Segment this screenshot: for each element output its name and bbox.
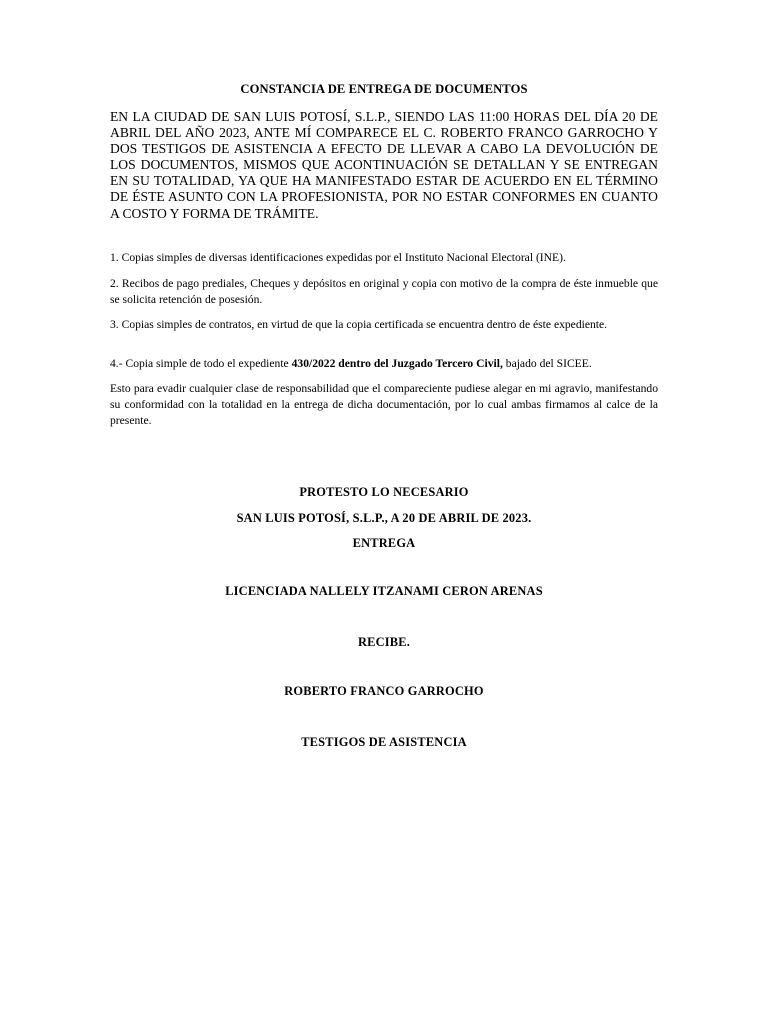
list-item-4-prefix: 4.- Copia simple de todo el expediente	[110, 357, 292, 370]
list-item-4-suffix: bajado del SICEE.	[502, 357, 592, 370]
document-title: CONSTANCIA DE ENTREGA DE DOCUMENTOS	[240, 82, 528, 96]
intro-paragraph: EN LA CIUDAD DE SAN LUIS POTOSÍ, S.L.P., SIENDO LAS 11:00 HORAS DEL DÍA 20 DE ABRIL DEL AÑO 2023, ANTE MÍ COMPARECE EL C. ROBERTO FRANCO GARROCHO Y DOS TESTIGOS DE ASISTENCIA A EFECTO DE LLEVAR A CABO LA DEVOLUCIÓN DE LOS DOCUMENTOS, MISMOS QUE ACONTINUACIÓN SE DETALLAN Y SE ENTREGAN EN SU TOTALIDAD, YA QUE HA MANIFESTADO ESTAR DE ACUERDO EN EL TÉRMINO DE ÉSTE ASUNTO CON LA PROFESIONISTA, POR NO ESTAR CONFORMES EN CUANTO A COSTO Y FORMA DE TRÁMITE.	[110, 109, 658, 221]
list-item-1: 1. Copias simples de diversas identificaciones expedidas por el Instituto Nacional Electoral (INE).	[110, 251, 566, 264]
list-item-4	[110, 356, 658, 372]
receives-name: ROBERTO FRANCO GARROCHO	[284, 684, 484, 698]
closing-paragraph: Esto para evadir cualquier clase de responsabilidad que el compareciente pudiese alegar en mi agravio, manifestando su conformidad con la totalidad en la entrega de dicha documentación, por lo cual ambas firmamos al calce de la presente.	[110, 382, 658, 428]
protest-line: PROTESTO LO NECESARIO	[299, 485, 469, 499]
list-item-4-case-number: 430/2022 dentro del Juzgado Tercero Civil,	[291, 357, 503, 370]
delivers-label: ENTREGA	[352, 536, 416, 550]
receives-label: RECIBE.	[357, 635, 410, 649]
delivers-name: LICENCIADA NALLELY ITZANAMI CERON ARENAS	[225, 584, 543, 598]
list-item-2: 2. Recibos de pago prediales, Cheques y depósitos en original y copia con motivo de la compra de éste inmueble que se solicita retención de posesión.	[110, 277, 658, 307]
witnesses-label: TESTIGOS DE ASISTENCIA	[301, 735, 467, 749]
place-date-line: SAN LUIS POTOSÍ, S.L.P., A 20 DE ABRIL DE 2023.	[236, 511, 532, 525]
list-item-3: 3. Copias simples de contratos, en virtud de que la copia certificada se encuentra dentro de éste expediente.	[110, 318, 608, 331]
